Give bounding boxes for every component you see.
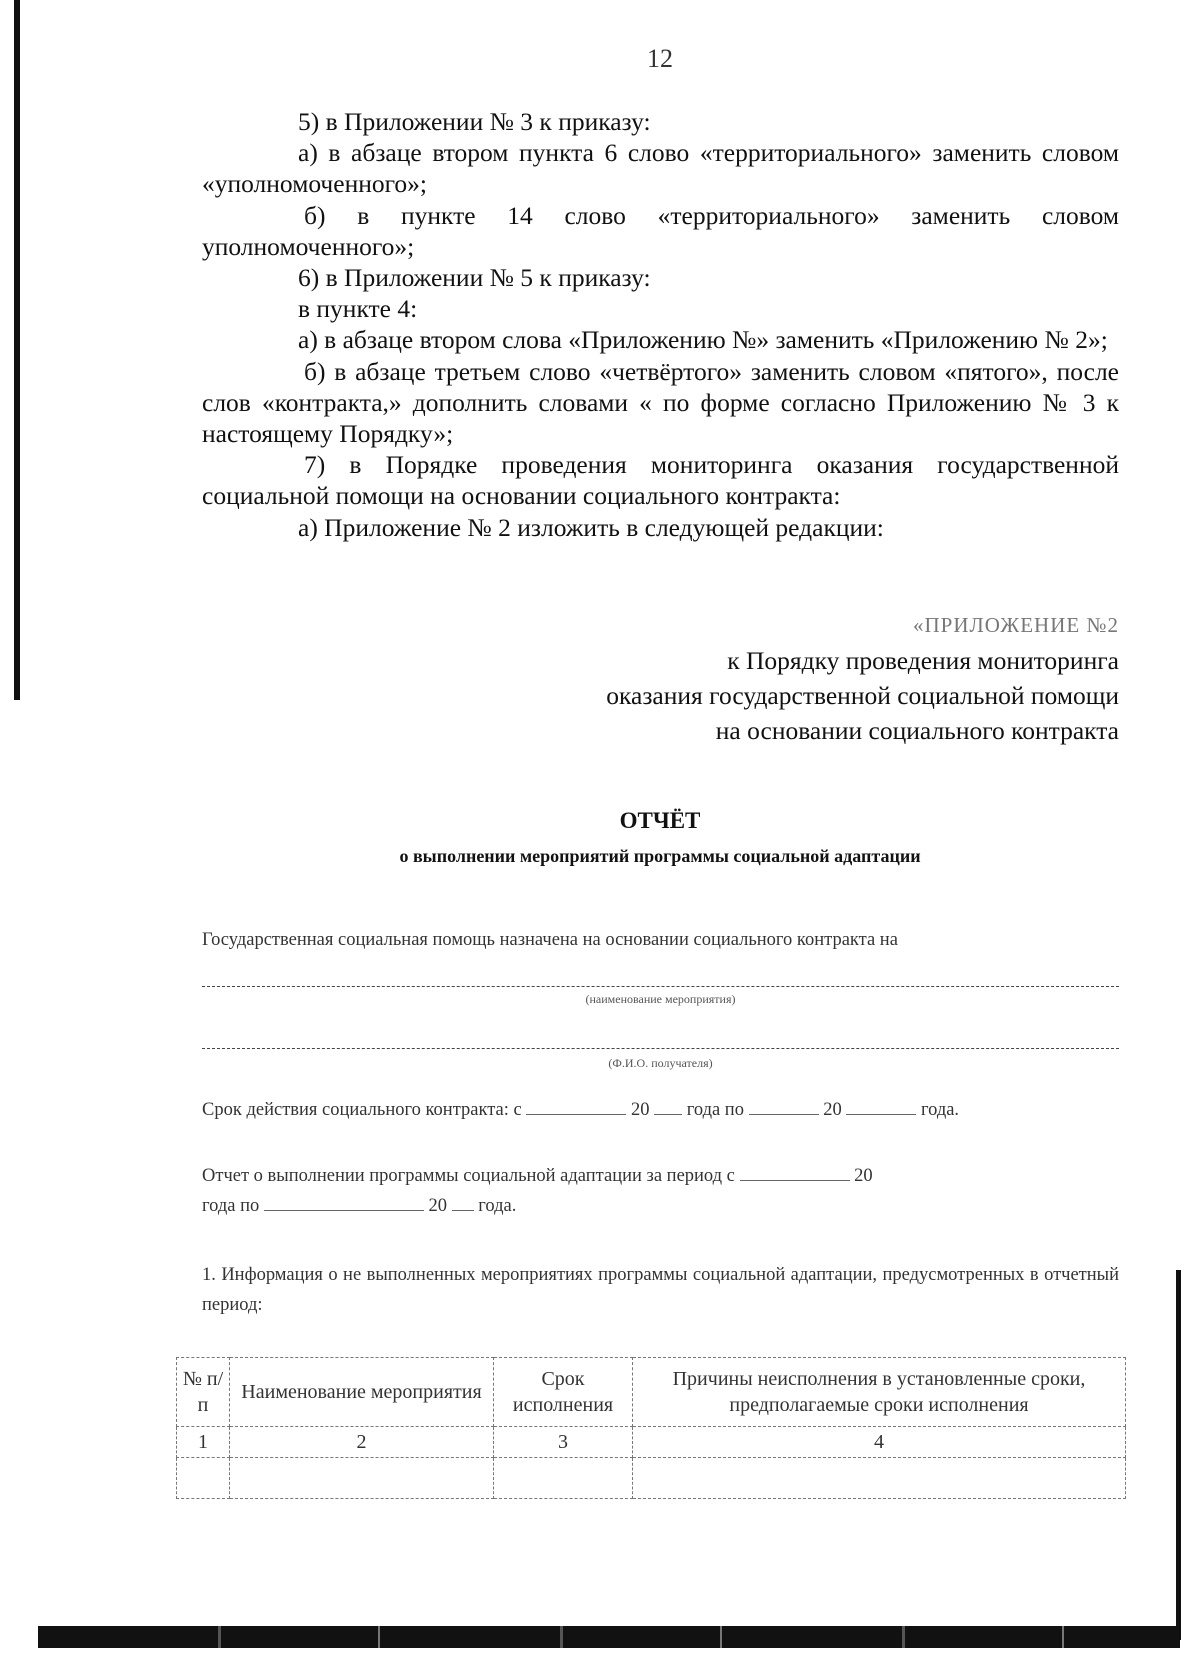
- activity-name-caption: (наименование мероприятия): [585, 992, 736, 1006]
- page-number: 12: [647, 44, 673, 73]
- table-cell: [177, 1458, 230, 1499]
- contract-term-line: [202, 1098, 1119, 1121]
- report-title: ОТЧЁТ: [619, 808, 701, 833]
- term-to-label: года по: [686, 1100, 744, 1120]
- period-end-year-blank: [452, 1194, 474, 1211]
- term-end-label: года.: [920, 1100, 960, 1120]
- amendment-text: [202, 106, 1119, 543]
- contract-term-label: Срок действия социального контракта: с: [202, 1100, 522, 1120]
- section-1-heading: 1. Информация о не выполненных мероприятиях программы социальной адаптации, предусмотренных в отчетный период:: [202, 1265, 1119, 1315]
- annex-line: на основании социального контракта: [715, 716, 1119, 745]
- table-numbering-row: [177, 1427, 1126, 1458]
- period-year-prefix: 20: [854, 1166, 873, 1186]
- paragraph: б) в абзаце третьем слово «четвёртого» заменить словом «пятого», после слов «контракта,» дополнить словами « по форме согласно Приложению № 3 к настоящему Порядку»;: [202, 356, 1119, 449]
- paragraph: 7) в Порядке проведения мониторинга оказания государственной социальной помощи на основании социального контракта:: [202, 450, 1119, 511]
- recipient-name-field: [202, 1048, 1119, 1049]
- table-header-row: [177, 1358, 1126, 1427]
- term-end-blank: [749, 1098, 819, 1115]
- report-period-line-2: [202, 1194, 1119, 1217]
- period-end-blank: [264, 1194, 424, 1211]
- term-year-prefix: 20: [823, 1100, 842, 1120]
- term-end-year-blank: [846, 1098, 916, 1115]
- table-cell: [494, 1458, 633, 1499]
- paragraph: а) Приложение № 2 изложить в следующей редакции:: [298, 512, 884, 542]
- table-row: [177, 1458, 1126, 1499]
- table-cell: 4: [633, 1427, 1126, 1458]
- annex-title: «ПРИЛОЖЕНИЕ №2: [913, 613, 1119, 637]
- report-period-label: Отчет о выполнении программы социальной адаптации за период с: [202, 1166, 735, 1186]
- unfulfilled-activities-table: [176, 1357, 1126, 1499]
- period-end-label: года.: [478, 1196, 517, 1216]
- paragraph: в пункте 4:: [298, 294, 418, 324]
- header-cell: № п/п: [177, 1358, 230, 1427]
- header-cell: Срок исполнения: [494, 1358, 633, 1427]
- report-subtitle: о выполнении мероприятий программы социальной адаптации: [399, 846, 921, 866]
- scan-border-left: [14, 0, 20, 700]
- header-cell: Причины неисполнения в установленные сроки, предполагаемые сроки исполнения: [633, 1358, 1126, 1427]
- annex-line: оказания государственной социальной помощи: [606, 681, 1119, 710]
- annex-header: [430, 608, 1119, 748]
- table-cell: 2: [230, 1427, 494, 1458]
- report-period-line: [202, 1164, 1119, 1187]
- paragraph: а) в абзаце втором слова «Приложению №» заменить «Приложению № 2»;: [298, 325, 1108, 355]
- scan-border-bottom: [38, 1626, 1180, 1648]
- paragraph: б) в пункте 14 слово «территориального» заменить словом уполномоченного»;: [202, 200, 1119, 261]
- recipient-name-caption: (Ф.И.О. получателя): [608, 1056, 713, 1070]
- period-year-prefix: 20: [428, 1196, 447, 1216]
- term-start-year-blank: [654, 1098, 682, 1115]
- term-year-prefix: 20: [630, 1100, 650, 1120]
- header-cell: Наименование мероприятия: [230, 1358, 494, 1427]
- annex-line: к Порядку проведения мониторинга: [727, 646, 1119, 675]
- assignment-text: Государственная социальная помощь назначена на основании социального контракта на: [202, 930, 898, 950]
- paragraph: 5) в Приложении № 3 к приказу:: [298, 107, 651, 136]
- table-cell: 1: [177, 1427, 230, 1458]
- paragraph: а) в абзаце втором пункта 6 слово «территориального» заменить словом «уполномоченного»;: [202, 138, 1119, 199]
- scan-border-right: [1176, 1270, 1181, 1640]
- activity-name-field: [202, 986, 1119, 987]
- paragraph: 6) в Приложении № 5 к приказу:: [298, 263, 651, 293]
- table-cell: [230, 1458, 494, 1499]
- term-start-blank: [526, 1098, 626, 1115]
- table-cell: [633, 1458, 1126, 1499]
- period-start-blank: [740, 1164, 850, 1181]
- period-to-label: года по: [202, 1196, 260, 1216]
- table-cell: 3: [494, 1427, 633, 1458]
